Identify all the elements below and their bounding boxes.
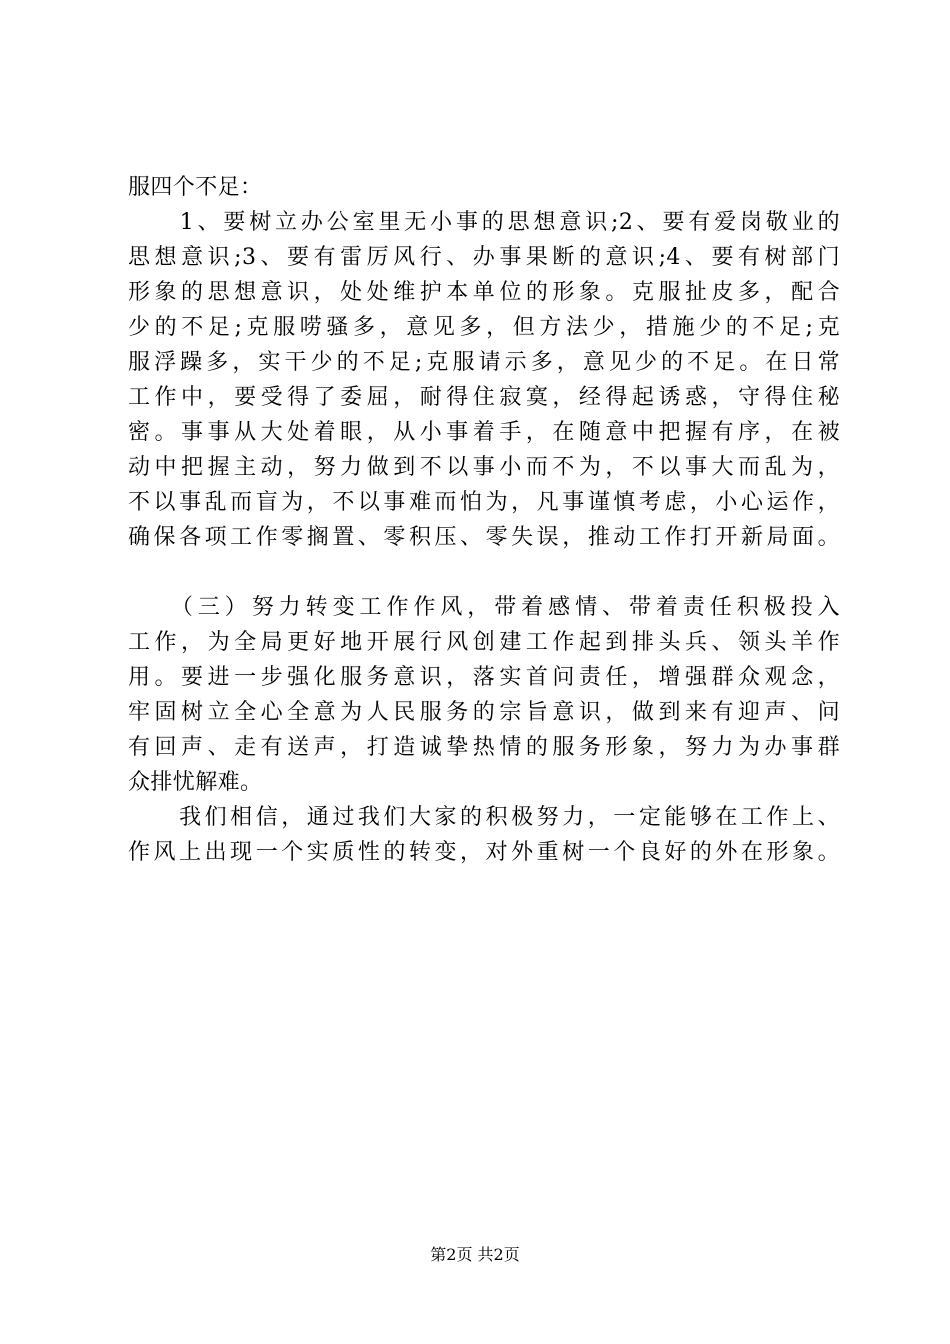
text-line: 不以事乱而盲为，不以事难而怕为，凡事谨慎考虑，小心运作， [128, 490, 840, 515]
text-line: 少的不足;克服唠骚多，意见多，但方法少，措施少的不足;克 [128, 315, 840, 340]
text-line: （三）努力转变工作作风，带着感情、带着责任积极投入 [128, 595, 840, 620]
document-body [128, 170, 840, 870]
page-footer: 第2页 共2页 [430, 1245, 520, 1264]
text-line: 作风上出现一个实质性的转变，对外重树一个良好的外在形象。 [128, 840, 840, 865]
text-line: 工作中，要受得了委屈，耐得住寂寞，经得起诱惑，守得住秘 [128, 385, 840, 410]
paragraph-gap [128, 555, 840, 590]
text-line: 确保各项工作零搁置、零积压、零失误，推动工作打开新局面。 [128, 525, 840, 550]
text-line: 思想意识;3、要有雷厉风行、办事果断的意识;4、要有树部门 [128, 245, 840, 270]
text-line: 有回声、走有送声，打造诚挚热情的服务形象，努力为办事群 [128, 735, 840, 760]
text-line: 牢固树立全心全意为人民服务的宗旨意识，做到来有迎声、问 [128, 700, 840, 725]
text-line: 1、要树立办公室里无小事的思想意识;2、要有爱岗敬业的 [128, 210, 840, 235]
text-line: 服四个不足： [128, 175, 263, 200]
text-line: 动中把握主动，努力做到不以事小而不为，不以事大而乱为， [128, 455, 840, 480]
text-line: 服浮躁多，实干少的不足;克服请示多，意见少的不足。在日常 [128, 350, 840, 375]
text-line: 工作，为全局更好地开展行风创建工作起到排头兵、领头羊作 [128, 630, 840, 655]
text-line: 用。要进一步强化服务意识，落实首问责任，增强群众观念， [128, 665, 840, 690]
text-line: 密。事事从大处着眼，从小事着手，在随意中把握有序，在被 [128, 420, 840, 445]
text-line: 众排忧解难。 [128, 770, 263, 795]
text-line: 我们相信，通过我们大家的积极努力，一定能够在工作上、 [128, 805, 840, 830]
text-line: 形象的思想意识，处处维护本单位的形象。克服扯皮多，配合 [128, 280, 840, 305]
